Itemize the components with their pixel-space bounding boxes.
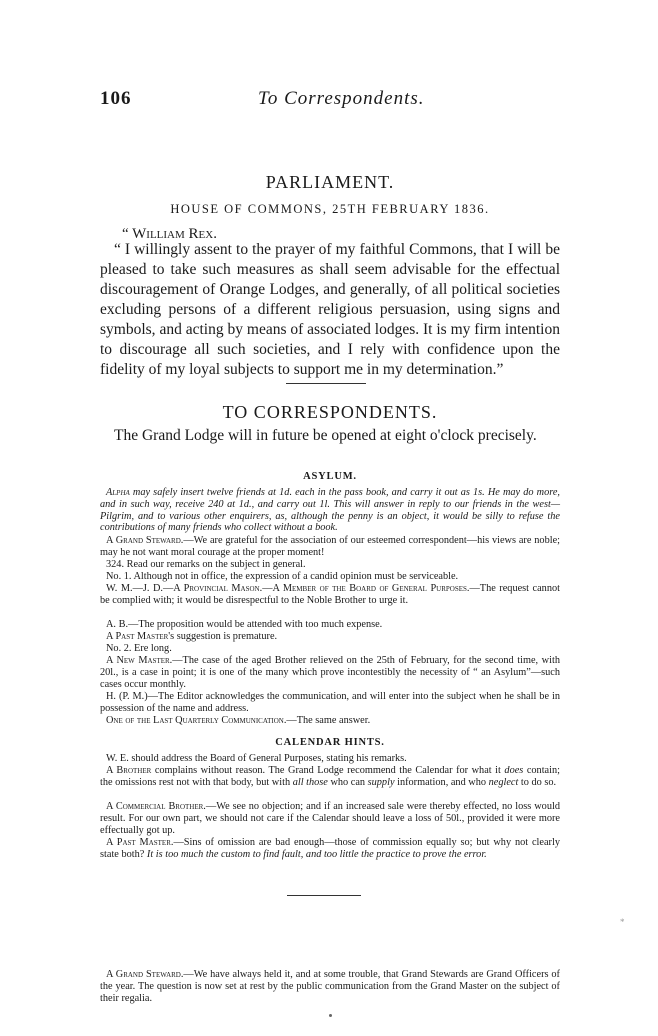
grand-steward-name: A Grand Steward.	[106, 535, 184, 546]
section-divider	[286, 383, 366, 384]
brother-text-3: who can	[327, 776, 368, 788]
asylum-wm-note	[100, 583, 560, 607]
asylum-hpm-note: H. (P. M.)—The Editor acknowledges the communication, and will enter into the subject when he shall be in possession of the name and address.	[100, 691, 560, 714]
past-master-name: A Past Master	[106, 631, 169, 642]
asylum-324-note: 324. Read our remarks on the subject in general.	[106, 559, 306, 570]
provincial-mason: A Provincial Mason.	[173, 583, 263, 594]
asylum-heading: ASYLUM.	[303, 471, 357, 482]
new-master-text: —The case of the aged Brother relieved on the 25th of February, for the second time, with 20l., is a case in point; it is one of the many which prove incontestibly the necessity of “ an Asylum”—such cases occur monthly.	[100, 655, 560, 690]
page-speck	[329, 1014, 332, 1017]
past-master-text: 's suggestion is premature.	[168, 631, 278, 642]
running-title: To Correspondents.	[258, 88, 425, 109]
brother-text-2: contain; the omissions rest not with that body, but with	[100, 765, 560, 788]
parliament-dateline: HOUSE OF COMMONS, 25TH FEBRUARY 1836.	[170, 202, 490, 216]
wm-text: —The request cannot be complied with; it would be disrespectful to the Noble Brother to urge it.	[100, 583, 560, 606]
parliament-salutation: “ William Rex.	[122, 226, 217, 242]
asylum-no1-note: No. 1. Although not in office, the expression of a candid opinion must be serviceable.	[106, 571, 459, 582]
running-head	[100, 88, 560, 112]
commercial-text: —We see no objection; and if an increased sale were thereby effected, no loss would result. For our own part, we should not care if the Calendar should leave a loss of 50l., provided it were more effectually got up.	[100, 801, 560, 836]
brother-all-those: all those	[292, 776, 328, 788]
brother-does: does	[504, 765, 524, 776]
parliament-text: “ I willingly assent to the prayer of my faithful Commons, that I will be pleased to take such measures as shall seem advisable for the effectual discouragement of Orange Lodges, and generally, of all political societies excluding persons of a different religious persuasion, using signs and symbols, and acting by means of associated lodges. It is my firm intention to discourage all such societies, and I rely with confidence upon the fidelity of my loyal subjects to support me in my determination.”	[100, 241, 560, 378]
footer-grand-steward-name: A Grand Steward.	[106, 969, 184, 980]
asylum-past-master-note	[100, 631, 560, 643]
wm-sep: —A	[262, 583, 283, 594]
calendar-past-master-note	[100, 837, 560, 861]
asylum-one-of-note	[100, 715, 560, 727]
brother-supply: supply	[367, 776, 395, 788]
new-master-name: A New Master.	[106, 655, 173, 666]
brother-neglect: neglect	[488, 776, 519, 788]
one-of-name: One of the Last Quarterly Communication.	[106, 715, 287, 726]
calendar-past-master-text: —Sins of omission are bad enough—those of commission equally so; but why not clearly state both?	[100, 837, 560, 860]
commercial-name: A Commercial Brother.	[106, 801, 206, 812]
margin-mark: *	[620, 917, 625, 927]
calendar-past-master-italic: It is too much the custom to find fault, and too little the practice to prove the error.	[146, 848, 487, 860]
footer-grand-steward-text: —We have always held it, and at some trouble, that Grand Stewards are Grand Officers of the year. The question is now set at rest by the public communication from the Grand Master on the subject of their regalia.	[100, 969, 560, 1004]
one-of-text: —The same answer.	[286, 715, 371, 726]
wm-lead: W. M.—J. D.—	[106, 583, 174, 594]
calendar-we-note: W. E. should address the Board of General Purposes, stating his remarks.	[106, 753, 407, 764]
brother-text-5: to do so.	[518, 776, 557, 788]
parliament-heading: PARLIAMENT.	[265, 172, 395, 192]
asylum-new-master-note	[100, 655, 560, 690]
calendar-commercial-note	[100, 801, 560, 836]
page-number: 106	[100, 88, 132, 109]
alpha-name: Alpha	[106, 487, 130, 498]
member-board: Member of the Board of General Purposes.	[282, 583, 470, 594]
alpha-text: may safely insert twelve friends at 1d. each in the pass book, and carry it out as 1s. He may do more, and in such way, receive 240 at 1d., and carry out 1l. This will answer in reply to our friends in the west—Pilgrim, and to various other enquirers, as, although the penny is an object, it would be silly to refuse the contributions of many friends who collect without a book.	[100, 487, 560, 534]
asylum-grand-steward-note	[100, 535, 560, 559]
brother-text-1: complains without reason. The Grand Lodge recommend the Calendar for what it	[151, 765, 505, 776]
footer-grand-steward-note	[100, 969, 560, 1004]
asylum-alpha-note	[100, 487, 560, 534]
asylum-no2-note: No. 2. Ere long.	[106, 643, 172, 654]
grand-steward-text: —We are grateful for the association of our esteemed correspondent—his views are noble; may he not want moral courage at the proper moment!	[100, 535, 561, 558]
calendar-heading: CALENDAR HINTS.	[275, 737, 385, 748]
asylum-ab-note: A. B.—The proposition would be attended with too much expense.	[106, 619, 383, 630]
correspondents-heading: TO CORRESPONDENTS.	[222, 402, 438, 422]
footer-divider	[287, 895, 361, 896]
brother-text-4: information, and who	[394, 776, 489, 788]
calendar-past-master-name: A Past Master.	[106, 837, 174, 848]
calendar-brother-note	[100, 765, 560, 789]
brother-name: A Brother	[106, 765, 152, 776]
correspondents-intro: The Grand Lodge will in future be opened at eight o'clock precisely.	[114, 427, 537, 444]
